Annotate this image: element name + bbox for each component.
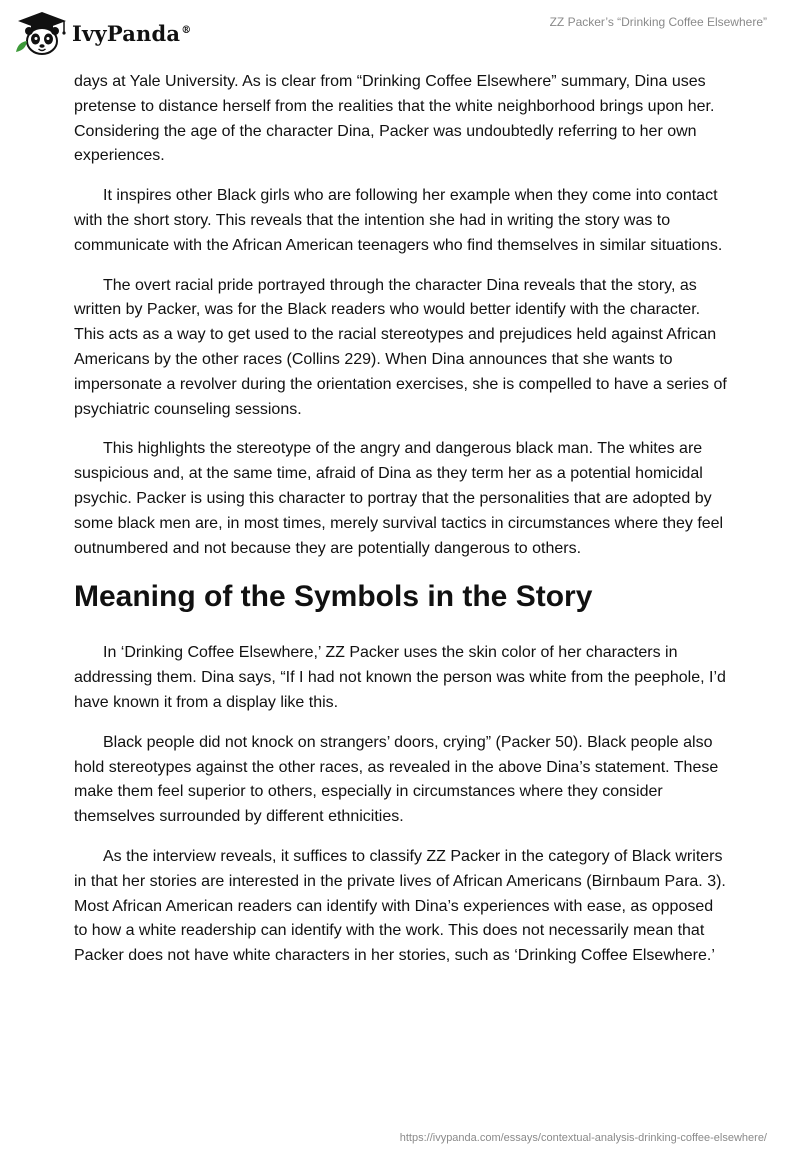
paragraph: days at Yale University. As is clear from “Drinking Coffee Elsewhere” summary, Dina uses pretense to distance herself from the realities that the white neighborhood brings upon her. Considering the age of the character Dina, Packer was undoubtedly referring to her own experiences.	[74, 73, 715, 165]
site-logo[interactable]	[14, 8, 191, 58]
running-title: ZZ Packer’s “Drinking Coffee Elsewhere”	[549, 15, 767, 29]
section-heading: Meaning of the Symbols in the Story	[74, 580, 593, 614]
paragraph: The overt racial pride portrayed through the character Dina reveals that the story, as written by Packer, was for the Black readers who would better identify with the character. This acts as a way to get used to the racial stereotypes and prejudices held against African Americans by the other races (Collins 229). When Dina announces that she wants to impersonate a revolver during the orientation exercises, she is compelled to have a series of psychiatric counseling sessions.	[74, 276, 727, 418]
logo-name: IvyPanda	[72, 20, 181, 46]
panda-graduation-cap-icon	[14, 8, 70, 58]
paragraph: In ‘Drinking Coffee Elsewhere,’ ZZ Packer uses the skin color of her characters in addressing them. Dina says, “If I had not known the person was white from the peephole, I’d have known it from a display like this.	[74, 644, 726, 711]
paragraph: As the interview reveals, it suffices to classify ZZ Packer in the category of Black writers in that her stories are interested in the private lives of African Americans (Birnbaum Para. 3). Most African American readers can identify with Dina’s experiences with ease, as opposed to how a white readership can identify with the work. This does not necessarily mean that Packer does not have white characters in her stories, such as ‘Drinking Coffee Elsewhere.’	[74, 847, 726, 965]
paragraph: This highlights the stereotype of the angry and dangerous black man. The whites are suspicious and, at the same time, afraid of Dina as they term her as a potential homicidal psychic. Packer is using this character to portray that the personalities that are adopted by some black men are, in most times, merely survival tactics in circumstances where they feel outnumbered and not because they are potentially dangerous to others.	[74, 440, 724, 557]
source-url: https://ivypanda.com/essays/contextual-analysis-drinking-coffee-elsewhere/	[399, 1132, 767, 1144]
logo-wordmark	[72, 21, 191, 46]
article-body	[74, 70, 730, 984]
page-header	[0, 0, 800, 64]
paragraph: Black people did not knock on strangers’ doors, crying” (Packer 50). Black people also hold stereotypes against the other races, as revealed in the above Dina’s statement. These make them feel superior to others, especially in circumstances where they consider themselves surrounded by different ethnicities.	[74, 733, 719, 826]
paragraph: It inspires other Black girls who are following her example when they come into contact with the short story. This reveals that the intention she had in writing the story was to communicate with the African American teenagers who find themselves in similar situations.	[74, 187, 723, 254]
logo-registered-mark: ®	[181, 24, 192, 36]
